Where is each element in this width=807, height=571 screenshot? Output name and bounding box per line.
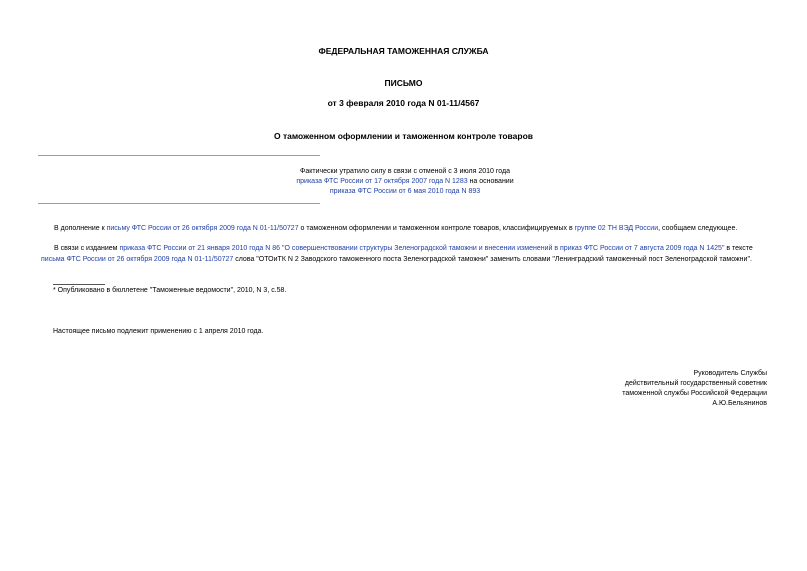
document-type: ПИСЬМО bbox=[384, 78, 423, 88]
para1-text-3: , сообщаем следующее. bbox=[658, 225, 738, 232]
signature-name: А.Ю.Бельянинов bbox=[712, 400, 767, 407]
divider-top bbox=[38, 155, 320, 156]
para2-link-letter[interactable]: письма ФТС России от 26 октября 2009 года N 01-11/50727 bbox=[41, 255, 234, 263]
para2-text-2: в тексте bbox=[724, 245, 753, 252]
signature-rank-2: таможенной службы Российской Федерации bbox=[622, 390, 767, 397]
para2-text-1: В связи с изданием bbox=[54, 245, 120, 252]
status-note-suffix: на основании bbox=[467, 178, 514, 185]
document-title: О таможенном оформлении и таможенном контроле товаров bbox=[273, 131, 534, 141]
status-note-link-order-893[interactable]: приказа ФТС России от 6 мая 2010 года N 893 bbox=[329, 188, 481, 195]
para1-link-letter[interactable]: письму ФТС России от 26 октября 2009 года N 01-11/50727 bbox=[106, 225, 299, 232]
signature-rank-1: действительный государственный советник bbox=[624, 380, 767, 387]
document-date-number: от 3 февраля 2010 года N 01-11/4567 bbox=[327, 98, 480, 108]
status-note-line1: Фактически утратило силу в связи с отменой с 3 июля 2010 года bbox=[300, 168, 510, 175]
divider-bottom bbox=[38, 203, 320, 204]
para2-link-order[interactable]: приказа ФТС России от 21 января 2010 года N 86 "О совершенствовании структуры Зеленоградской таможни и внесении изменений в приказ ФТС России от 7 августа 2009 года N 1425" bbox=[119, 245, 725, 252]
para1-text-1: В дополнение к bbox=[54, 225, 107, 232]
footnote-rule bbox=[53, 284, 105, 285]
paragraph-3: Настоящее письмо подлежит применению с 1 апреля 2010 года. bbox=[53, 328, 264, 335]
paragraph-1 bbox=[41, 224, 776, 235]
signature-block bbox=[622, 369, 767, 409]
para1-link-group[interactable]: группе 02 ТН ВЭД России bbox=[574, 225, 659, 232]
para2-text-3: слова "ОТОиТК N 2 Заводского таможенного поста Зеленоградской таможни" заменить словами "Ленинградский таможенный пост Зеленоградской таможни". bbox=[233, 255, 752, 263]
signature-position: Руководитель Службы bbox=[693, 370, 767, 377]
footnote: * Опубликовано в бюллетене "Таможенные ведомости", 2010, N 3, с.58. bbox=[53, 287, 287, 294]
agency-heading: ФЕДЕРАЛЬНАЯ ТАМОЖЕННАЯ СЛУЖБА bbox=[318, 46, 489, 56]
para1-text-2: о таможенном оформлении и таможенном контроле товаров, классифицируемых в bbox=[298, 225, 575, 232]
status-note bbox=[170, 167, 640, 197]
paragraph-2 bbox=[41, 244, 776, 265]
status-note-link-order-1283[interactable]: приказа ФТС России от 17 октября 2007 года N 1283 bbox=[296, 178, 468, 185]
